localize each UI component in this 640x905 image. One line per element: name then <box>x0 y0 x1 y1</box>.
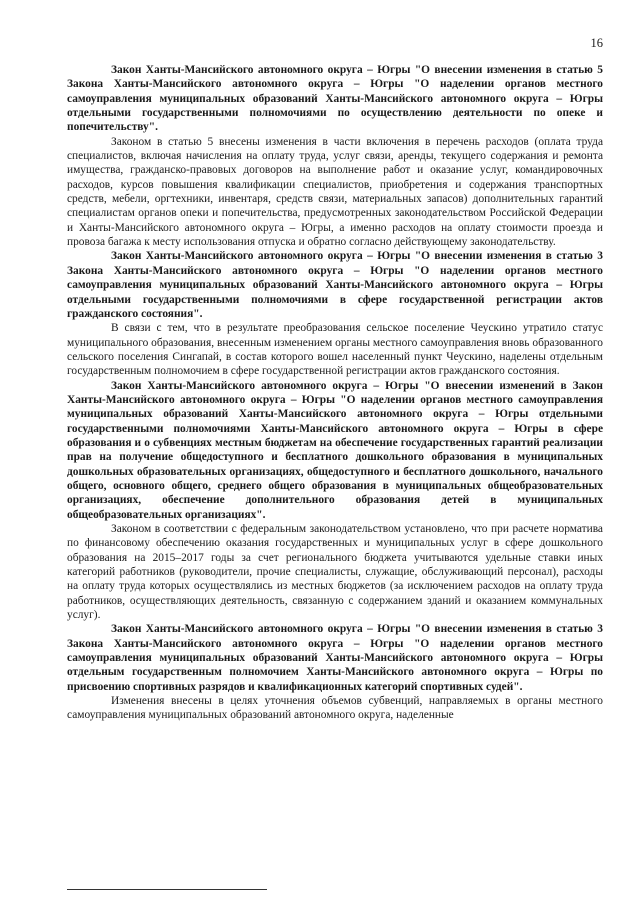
law-heading-civil-registration: Закон Ханты-Мансийского автономного округа – Югры "О внесении изменения в статью 3 Закона Ханты-Мансийского автономного округа – Югры "О наделении органов местного самоуправления муниципальных образований Ханты-Мансийского автономного округа – Югры отдельными государственными полномочиями в сфере государственной регистрации актов гражданского состояния". <box>67 250 603 320</box>
paragraph-guardianship-expenses: Законом в статью 5 внесены изменения в части включения в перечень расходов (оплата труда специалистов, включая начисления на оплату труда, услуг связи, аренды, текущего содержания и ремонта имущества, гражданско-правовых договоров на выполнение работ и оказание услуг, командировочных расходов, курсов повышения квалификации специалистов, приобретения и содержания транспортных средств, мебели, оргтехники, инвентаря, средств связи, материальных запасов) дополнительных гарантий специалистам органов опеки и попечительства, предусмотренных законодательством Российской Федерации и Ханты-Мансийского автономного округа – Югры, а именно расходов на оплату стоимости проезда и провоза багажа к месту использования отпуска и обратно согласно действующему законодательству. <box>67 135 603 249</box>
paragraph-civil-registration: В связи с тем, что в результате преобразования сельское поселение Чеускино утратило статус муниципального образования, внесенным изменением органы местного самоуправления вновь образованного сельского поселения Сингапай, в состав которого вошел населенный пункт Чеускино, наделены отдельным государственным полномочием в сфере государственной регистрации актов гражданского состояния. <box>67 322 603 378</box>
law-heading-sports: Закон Ханты-Мансийского автономного округа – Югры "О внесении изменения в статью 3 Закона Ханты-Мансийского автономного округа – Югры "О наделении органов местного самоуправления муниципальных образований Ханты-Мансийского автономного округа – Югры отдельным государственным полномочием Ханты-Мансийского автономного округа – Югры по присвоению спортивных разрядов и квалификационных категорий спортивных судей". <box>67 623 603 693</box>
law-heading-education: Закон Ханты-Мансийского автономного округа – Югры "О внесении изменений в Закон Ханты-Мансийского автономного округа – Югры "О наделении органов местного самоуправления муниципальных образований Ханты-Мансийского автономного округа – Югры отдельными государственными полномочиями Ханты-Мансийского автономного округа – Югры в сфере образования и о субвенциях местным бюджетам на обеспечение государственных гарантий реализации прав на получение общедоступного и бесплатного дошкольного образования в муниципальных дошкольных образовательных организациях, общедоступного и бесплатного дошкольного, начального общего, основного общего, среднего общего образования в муниципальных общеобразовательных организациях, обеспечение дополнительного образования детей в муниципальных общеобразовательных организациях". <box>67 379 603 521</box>
page-number: 16 <box>590 36 603 50</box>
paragraph-education-funding: Законом в соответствии с федеральным законодательством установлено, что при расчете норматива по финансовому обеспечению оказания государственных и муниципальных услуг в сфере дошкольного образования на 2015–2017 годы за счет регионального бюджета учитываются удельные ставки иных категорий работников (руководители, прочие специалисты, служащие, обслуживающий персонал), расходы на оплату труда которых осуществлялись из местных бюджетов (за исключением расходов на оплату труда работников, осуществляющих деятельность, связанную с содержанием зданий и оказанием коммунальных услуг). <box>67 523 603 622</box>
law-heading-guardianship: Закон Ханты-Мансийского автономного округа – Югры "О внесении изменения в статью 5 Закона Ханты-Мансийского автономного округа – Югры "О наделении органов местного самоуправления муниципальных образований Ханты-Мансийского автономного округа – Югры отдельными государственными полномочиями по осуществлению деятельности по опеке и попечительству". <box>67 64 603 134</box>
footnote-divider <box>67 889 267 890</box>
document-body <box>67 63 603 723</box>
paragraph-sports-subventions: Изменения внесены в целях уточнения объемов субвенций, направляемых в органы местного самоуправления муниципальных образований автономного округа, наделенные <box>67 695 603 722</box>
